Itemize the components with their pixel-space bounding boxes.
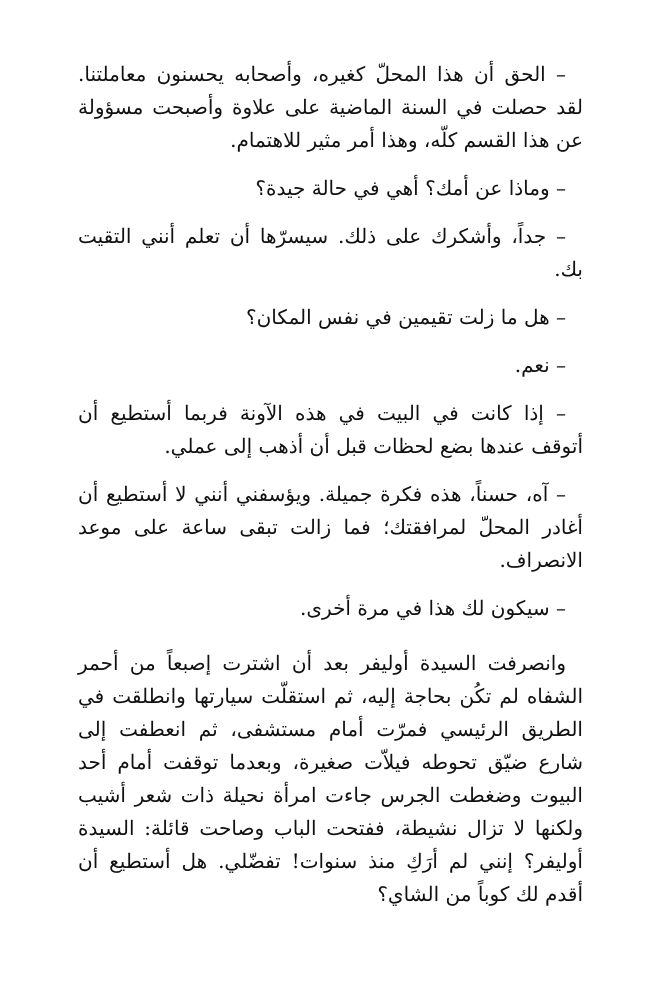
dialogue-paragraph: – جداً، وأشكرك على ذلك. سيسرّها أن تعلم أنني التقيت بك. [78,224,583,281]
book-page [78,58,583,926]
dialogue-paragraph: – إذا كانت في البيت في هذه الآونة فربما أستطيع أن أتوقف عندها بضع لحظات قبل أن أذهب إلى عملي. [78,401,583,458]
dialogue-paragraph: – سيكون لك هذا في مرة أخرى. [300,596,566,620]
dialogue-paragraph: – آه، حسناً، هذه فكرة جميلة. ويؤسفني أنني لا أستطيع أن أغادر المحلّ لمرافقتك؛ فما زالت تبقى ساعة على موعد الانصراف. [78,482,583,572]
dialogue-paragraph: – نعم. [514,353,566,377]
dialogue-paragraph: – وماذا عن أمك؟ أهي في حالة جيدة؟ [255,176,566,200]
dialogue-paragraph: – الحق أن هذا المحلّ كغيره، وأصحابه يحسنون معاملتنا. لقد حصلت في السنة الماضية على علاوة وأصبحت مسؤولة عن هذا القسم كلّه، وهذا أمر مثير للاهتمام. [78,62,583,152]
narrative-paragraph: وانصرفت السيدة أوليفر بعد أن اشترت إصبعاً من أحمر الشفاه لم تكُن بحاجة إليه، ثم استقلّت سيارتها وانطلقت في الطريق الرئيسي فمرّت أمام مستشفى، ثم انعطفت إلى شارع ضيّق تحوطه فيلاّت صغيرة، وبعدما توقفت أمام أحد البيوت وضغطت الجرس جاءت امرأة نحيلة ذات شعر أشيب ولكنها لا تزال نشيطة، ففتحت الباب وصاحت قائلة: السيدة أوليفر؟ إنني لم أرَكِ منذ سنوات! تفضّلي. هل أستطيع أن أقدم لك كوباً من الشاي؟ [78,651,583,906]
dialogue-paragraph: – هل ما زلت تقيمين في نفس المكان؟ [246,305,566,329]
